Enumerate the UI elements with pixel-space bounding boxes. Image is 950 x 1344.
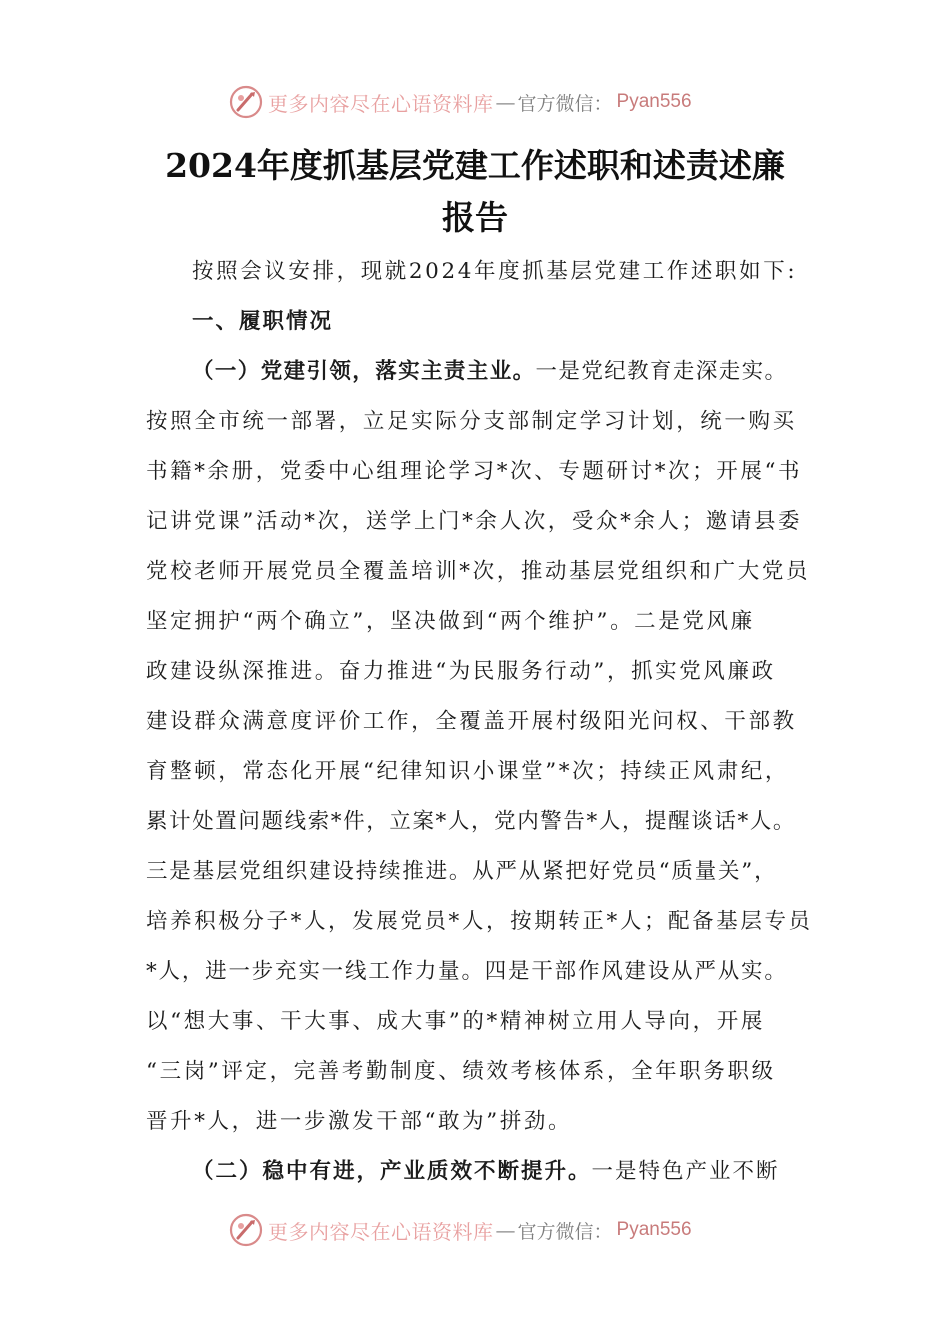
section-heading: 一、履职情况 xyxy=(192,309,334,334)
watermark-logo-icon xyxy=(228,1212,264,1248)
watermark-handle: Pyan556 xyxy=(616,91,692,112)
paragraph-line: 三是基层党组织建设持续推进。从严从紧把好党员“质量关”， xyxy=(146,859,778,884)
paragraph-line: 晋升*人，进一步激发干部“敢为”拼劲。 xyxy=(146,1109,573,1134)
intro-paragraph: 按照会议安排，现就2024年度抓基层党建工作述职如下: xyxy=(192,259,798,284)
watermark-separator: — xyxy=(495,90,516,114)
paragraph-line: 以“想大事、干大事、成大事”的*精神树立用人导向，开展 xyxy=(146,1009,765,1034)
paragraph-line: 记讲党课”活动*次，送学上门*余人次，受众*余人；邀请县委 xyxy=(146,509,803,534)
watermark-text: 更多内容尽在心语资料库 xyxy=(268,91,494,116)
watermark-logo-icon xyxy=(228,84,264,120)
watermark-separator: — xyxy=(495,1218,516,1242)
paragraph-line: 累计处置问题线索*件，立案*人，党内警告*人，提醒谈话*人。 xyxy=(146,809,797,834)
paragraph-line: 培养积极分子*人，发展党员*人，按期转正*人；配备基层专员 xyxy=(146,909,813,934)
paragraph-text: 一是特色产业不断 xyxy=(591,1159,780,1184)
paragraph-line xyxy=(192,354,787,385)
watermark-label: 官方微信： xyxy=(517,92,613,115)
paragraph-lead: （一）党建引领，落实主责主业。 xyxy=(192,359,536,384)
paragraph-lead: （二）稳中有进，产业质效不断提升。 xyxy=(192,1159,592,1184)
watermark-banner-bottom xyxy=(228,1210,728,1250)
paragraph-line: 坚定拥护“两个确立”，坚决做到“两个维护”。二是党风廉 xyxy=(146,609,755,634)
paragraph-line: 按照全市统一部署，立足实际分支部制定学习计划，统一购买 xyxy=(146,409,797,434)
paragraph-line: 育整顿，常态化开展“纪律知识小课堂”*次；持续正风肃纪， xyxy=(146,759,790,784)
paragraph-line: 政建设纵深推进。奋力推进“为民服务行动”，抓实党风廉政 xyxy=(146,659,776,684)
title-line-2: 报告 xyxy=(442,198,508,237)
title-line-1: 2024年度抓基层党建工作述职和述责述廉 xyxy=(165,146,785,185)
paragraph-line xyxy=(192,1154,780,1185)
paragraph-line: 党校老师开展党员全覆盖培训*次，推动基层党组织和广大党员 xyxy=(146,559,811,584)
watermark-handle: Pyan556 xyxy=(616,1219,692,1240)
paragraph-line: 建设群众满意度评价工作，全覆盖开展村级阳光问权、干部教 xyxy=(146,709,797,734)
paragraph-text: 一是党纪教育走深走实。 xyxy=(535,359,788,384)
paragraph-line: *人，进一步充实一线工作力量。四是干部作风建设从严从实。 xyxy=(146,959,788,984)
paragraph-line: 书籍*余册，党委中心组理论学习*次、专题研讨*次；开展“书 xyxy=(146,459,803,484)
watermark-banner-top xyxy=(228,82,728,122)
watermark-text: 更多内容尽在心语资料库 xyxy=(268,1219,494,1244)
paragraph-line: “三岗”评定，完善考勤制度、绩效考核体系，全年职务职级 xyxy=(146,1059,776,1084)
watermark-label: 官方微信： xyxy=(517,1220,613,1243)
document-title xyxy=(140,140,810,244)
